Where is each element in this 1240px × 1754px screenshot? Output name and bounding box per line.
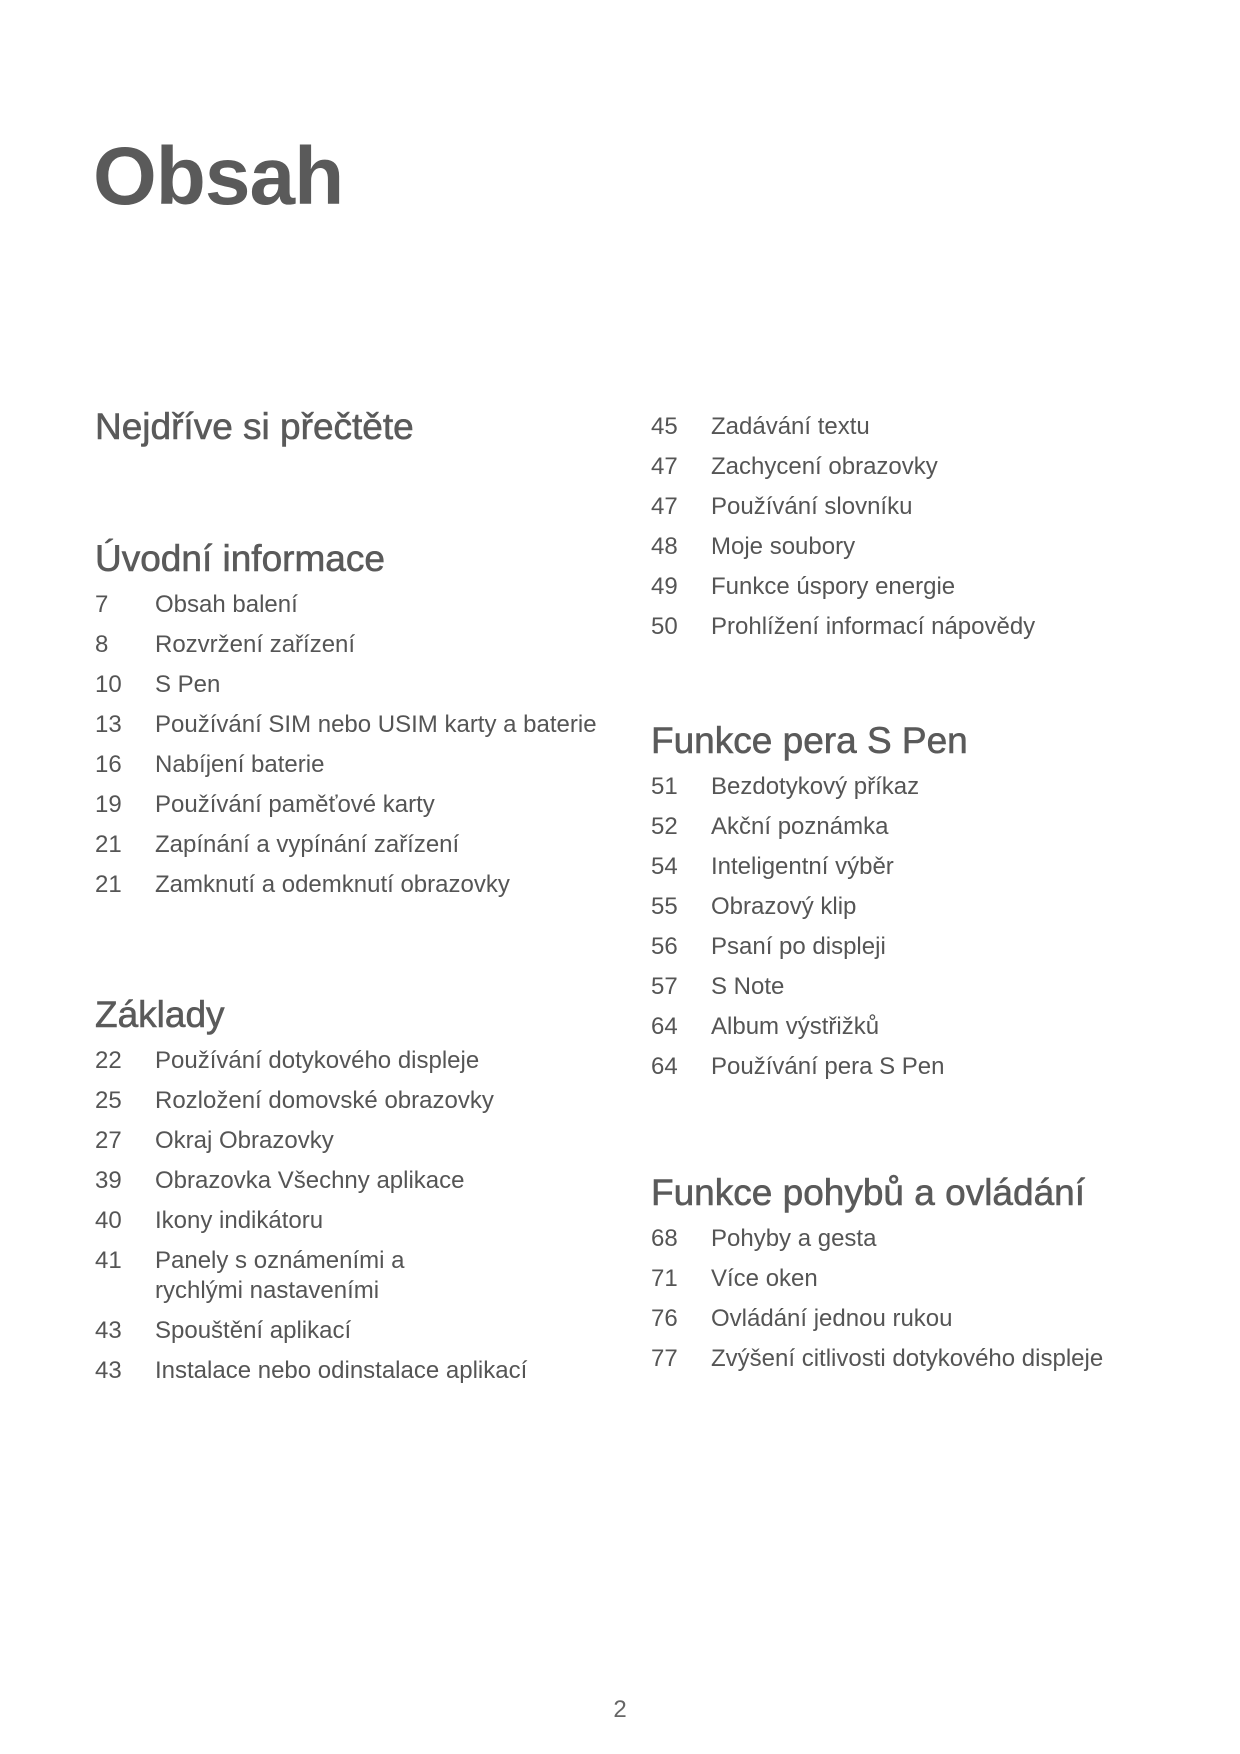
toc-entry[interactable] [95, 1356, 615, 1386]
toc-entry-label[interactable]: Zapínání a vypínání zařízení [155, 831, 460, 858]
toc-entry-page: 13 [95, 711, 122, 738]
section-heading: Funkce pohybů a ovládání [651, 1172, 1086, 1213]
toc-entry-page: 27 [95, 1127, 122, 1154]
toc-entry-label[interactable]: Používání pera S Pen [711, 1053, 945, 1080]
toc-entry[interactable] [95, 1166, 615, 1196]
toc-entry-label[interactable]: Používání paměťové karty [155, 791, 435, 818]
section-heading: Úvodní informace [95, 538, 385, 579]
section-heading: Základy [95, 994, 225, 1035]
toc-entry-label[interactable]: Ikony indikátoru [155, 1207, 324, 1234]
toc-entry-label[interactable]: Zachycení obrazovky [711, 453, 938, 480]
toc-entry-list [651, 1224, 1211, 1374]
toc-entry-page: 68 [651, 1225, 678, 1252]
toc-entry-page: 77 [651, 1345, 678, 1372]
toc-entry[interactable] [651, 852, 1211, 882]
toc-entry-list [95, 1046, 615, 1386]
toc-entry-label[interactable]: Obrazovka Všechny aplikace [155, 1167, 465, 1194]
toc-entry[interactable] [651, 1264, 1211, 1294]
toc-entry[interactable] [651, 1052, 1211, 1082]
toc-entry-label[interactable]: Moje soubory [711, 533, 856, 560]
toc-entry[interactable] [95, 1046, 615, 1076]
toc-section-intro [95, 540, 615, 910]
toc-entry-page: 54 [651, 853, 678, 880]
toc-entry[interactable] [95, 1126, 615, 1156]
toc-entry-page: 71 [651, 1265, 678, 1292]
toc-entry[interactable] [651, 612, 1211, 642]
toc-entry-page: 50 [651, 613, 678, 640]
toc-section-s-pen [651, 722, 1211, 1092]
toc-entry[interactable] [95, 1206, 615, 1236]
toc-entry[interactable] [95, 670, 615, 700]
toc-entry-page: 47 [651, 493, 678, 520]
toc-entry-label[interactable]: Používání dotykového displeje [155, 1047, 480, 1074]
toc-entry-page: 51 [651, 773, 678, 800]
toc-entry-label[interactable]: Psaní po displeji [711, 933, 886, 960]
toc-entry-page: 47 [651, 453, 678, 480]
toc-entry-label[interactable]: Obrazový klip [711, 893, 857, 920]
toc-entry-label[interactable]: Rozložení domovské obrazovky [155, 1087, 494, 1114]
toc-entry-label[interactable]: Zamknutí a odemknutí obrazovky [155, 871, 510, 898]
toc-entry[interactable] [95, 870, 615, 900]
toc-entry-page: 8 [95, 631, 109, 658]
toc-entry-label[interactable]: S Pen [155, 671, 221, 698]
toc-entry-label[interactable]: Akční poznámka [711, 813, 889, 840]
toc-entry-list [95, 590, 615, 900]
toc-entry[interactable] [95, 830, 615, 860]
toc-entry[interactable] [651, 1012, 1211, 1042]
toc-entry-page: 7 [95, 591, 109, 618]
toc-entry[interactable] [95, 1246, 615, 1306]
toc-entry[interactable] [651, 932, 1211, 962]
toc-entry-label[interactable]: Album výstřižků [711, 1013, 880, 1040]
toc-section-continued [651, 412, 1211, 652]
toc-entry-label[interactable]: Okraj Obrazovky [155, 1127, 334, 1154]
toc-entry-page: 43 [95, 1317, 122, 1344]
toc-entry[interactable] [651, 972, 1211, 1002]
toc-entry[interactable] [651, 532, 1211, 562]
toc-entry-label[interactable]: Rozvržení zařízení [155, 631, 356, 658]
toc-entry[interactable] [651, 892, 1211, 922]
toc-entry-label[interactable]: Obsah balení [155, 591, 298, 618]
toc-entry-label[interactable]: Používání SIM nebo USIM karty a baterie [155, 711, 597, 738]
toc-entry-list [651, 772, 1211, 1082]
toc-entry[interactable] [651, 412, 1211, 442]
toc-entry-page: 22 [95, 1047, 122, 1074]
page-title: Obsah [93, 131, 344, 222]
section-heading: Funkce pera S Pen [651, 720, 968, 761]
toc-entry-page: 64 [651, 1053, 678, 1080]
toc-entry-page: 56 [651, 933, 678, 960]
toc-entry-page: 21 [95, 871, 122, 898]
toc-entry[interactable] [95, 590, 615, 620]
toc-entry[interactable] [651, 812, 1211, 842]
toc-entry-page: 48 [651, 533, 678, 560]
toc-section-first-read [95, 408, 615, 452]
toc-entry-page: 10 [95, 671, 122, 698]
toc-entry[interactable] [95, 630, 615, 660]
toc-entry-label[interactable]: Zvýšení citlivosti dotykového displeje [711, 1345, 1104, 1372]
toc-entry-page: 21 [95, 831, 122, 858]
toc-entry-page: 16 [95, 751, 122, 778]
toc-entry-page: 19 [95, 791, 122, 818]
toc-entry-label[interactable]: Bezdotykový příkaz [711, 773, 920, 800]
toc-entry-label[interactable]: Zadávání textu [711, 413, 870, 440]
toc-entry[interactable] [95, 790, 615, 820]
toc-entry-label[interactable]: S Note [711, 973, 785, 1000]
toc-entry-page: 49 [651, 573, 678, 600]
toc-entry-list [651, 412, 1211, 642]
toc-entry-page: 55 [651, 893, 678, 920]
toc-entry-label[interactable]: Ovládání jednou rukou [711, 1305, 953, 1332]
toc-entry-label[interactable]: Panely s oznámeními a rychlými nastaveními [155, 1247, 405, 1304]
toc-entry-label[interactable]: Spouštění aplikací [155, 1317, 352, 1344]
toc-entry-page: 40 [95, 1207, 122, 1234]
toc-entry[interactable] [651, 772, 1211, 802]
toc-entry-label[interactable]: Pohyby a gesta [711, 1225, 877, 1252]
toc-entry-label[interactable]: Nabíjení baterie [155, 751, 325, 778]
toc-entry-page: 52 [651, 813, 678, 840]
toc-entry-page: 76 [651, 1305, 678, 1332]
toc-section-basics [95, 996, 615, 1396]
toc-entry-label[interactable]: Prohlížení informací nápovědy [711, 613, 1036, 640]
page-number: 2 [613, 1696, 627, 1723]
toc-entry-label[interactable]: Více oken [711, 1265, 818, 1292]
toc-entry[interactable] [651, 452, 1211, 482]
toc-entry-page: 43 [95, 1357, 122, 1384]
toc-entry[interactable] [651, 1224, 1211, 1254]
toc-entry[interactable] [95, 1086, 615, 1116]
toc-entry[interactable] [651, 1304, 1211, 1334]
toc-entry-label[interactable]: Inteligentní výběr [711, 853, 894, 880]
toc-entry[interactable] [95, 710, 615, 740]
toc-entry-page: 45 [651, 413, 678, 440]
toc-entry-page: 41 [95, 1247, 122, 1274]
toc-entry-page: 57 [651, 973, 678, 1000]
toc-entry-page: 64 [651, 1013, 678, 1040]
toc-entry[interactable] [95, 750, 615, 780]
toc-entry[interactable] [651, 572, 1211, 602]
toc-entry[interactable] [651, 492, 1211, 522]
toc-entry[interactable] [95, 1316, 615, 1346]
toc-entry-label[interactable]: Používání slovníku [711, 493, 913, 520]
toc-entry[interactable] [651, 1344, 1211, 1374]
section-heading: Nejdříve si přečtěte [95, 406, 414, 447]
toc-entry-page: 39 [95, 1167, 122, 1194]
toc-section-motions [651, 1174, 1211, 1384]
toc-entry-page: 25 [95, 1087, 122, 1114]
toc-entry-label[interactable]: Funkce úspory energie [711, 573, 956, 600]
toc-entry-label[interactable]: Instalace nebo odinstalace aplikací [155, 1357, 528, 1384]
